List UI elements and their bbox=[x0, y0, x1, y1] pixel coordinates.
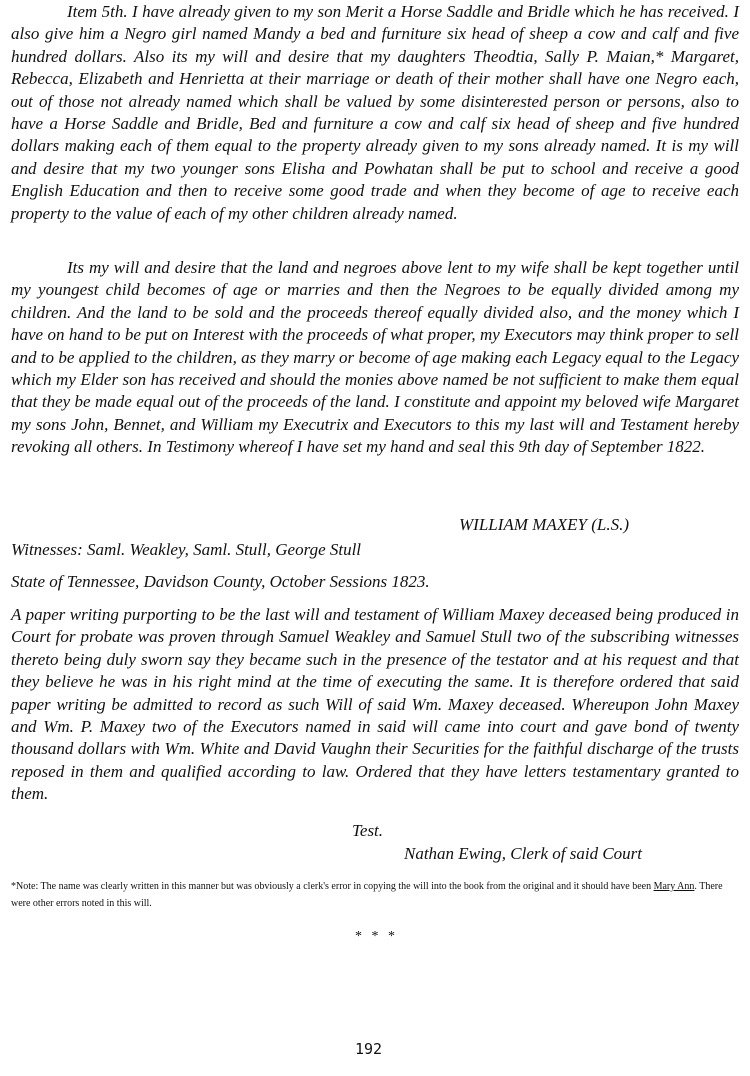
witnesses-line: Witnesses: Saml. Weakley, Saml. Stull, George Stull bbox=[11, 540, 362, 559]
clerk-signature: Nathan Ewing, Clerk of said Court bbox=[404, 844, 643, 863]
footnote-text-before: *Note: The name was clearly written in this manner but was obviously a clerk's error in copying the will into the book from the original and it should have been bbox=[11, 881, 654, 892]
footnote bbox=[11, 878, 741, 912]
testator-signature: WILLIAM MAXEY (L.S.) bbox=[459, 515, 629, 534]
page-number: 192 bbox=[355, 1040, 383, 1058]
footnote-text-after: . There were other errors noted in this will. bbox=[11, 881, 723, 909]
court-session-heading: State of Tennessee, Davidson County, October Sessions 1823. bbox=[11, 572, 430, 591]
probate-paragraph: A paper writing purporting to be the last will and testament of William Maxey deceased being produced in Court for probate was proven through Samuel Weakley and Samuel Stull two of the subscribing witnesses thereto being duly sworn say they became such in the presence of the testator and at his request and that they believe he was in his right mind at the time of executing the same. It is therefore ordered that said paper writing be admitted to record as such Will of said Wm. Maxey deceased. Whereupon John Maxey and Wm. P. Maxey two of the Executors named in said will came into court and gave bond of twenty thousand dollars with Wm. White and David Vaughn their Securities for the faithful discharge of the trusts reposed in them and qualified according to law. Ordered that they have letters testamentary granted to them. bbox=[11, 605, 739, 804]
section-separator: * * * bbox=[355, 929, 398, 944]
will-paragraph-land-and-executors: Its my will and desire that the land and negroes above lent to my wife shall be kept together until my youngest child becomes of age or marries and then the Negroes to be equally divided among my children. And the land to be sold and the proceeds thereof equally divided also, and the money which I have on hand to be put on Interest with the proceeds of what proper, my Executors may think proper to sell and to be applied to the children, as they marry or become of age making each Legacy equal to the Legacy which my Elder son has received and should the monies above named be not sufficient to make them equal that they be made equal out of the proceeds of the land. I constitute and appoint my beloved wife Margaret my sons John, Bennet, and William my Executrix and Executors to this my last will and Testament hereby revoking all others. In Testimony whereof I have set my hand and seal this 9th day of September 1822. bbox=[11, 258, 739, 457]
attest-label: Test. bbox=[352, 821, 384, 840]
will-paragraph-item-5: Item 5th. I have already given to my son Merit a Horse Saddle and Bridle which he has received. I also give him a Negro girl named Mandy a bed and furniture six head of sheep a cow and calf and five hundred dollars. Also its my will and desire that my daughters Theodtia, Sally P. Maian,* Margaret, Rebecca, Elizabeth and Henrietta at their marriage or death of their mother shall have one Negro each, out of those not already named which shall be valued by some disinterested person or persons, also to have a Horse Saddle and Bridle, Bed and furniture a cow and calf six head of sheep and five hundred dollars making each of them equal to the property already given to my sons already named. It is my will and desire that my two younger sons Elisha and Powhatan shall be put to school and receive a good English Education and then to receive some good trade and when they become of age to receive each property to the value of each of my other children already named. bbox=[11, 2, 739, 223]
footnote-underlined-name: Mary Ann bbox=[653, 881, 695, 892]
